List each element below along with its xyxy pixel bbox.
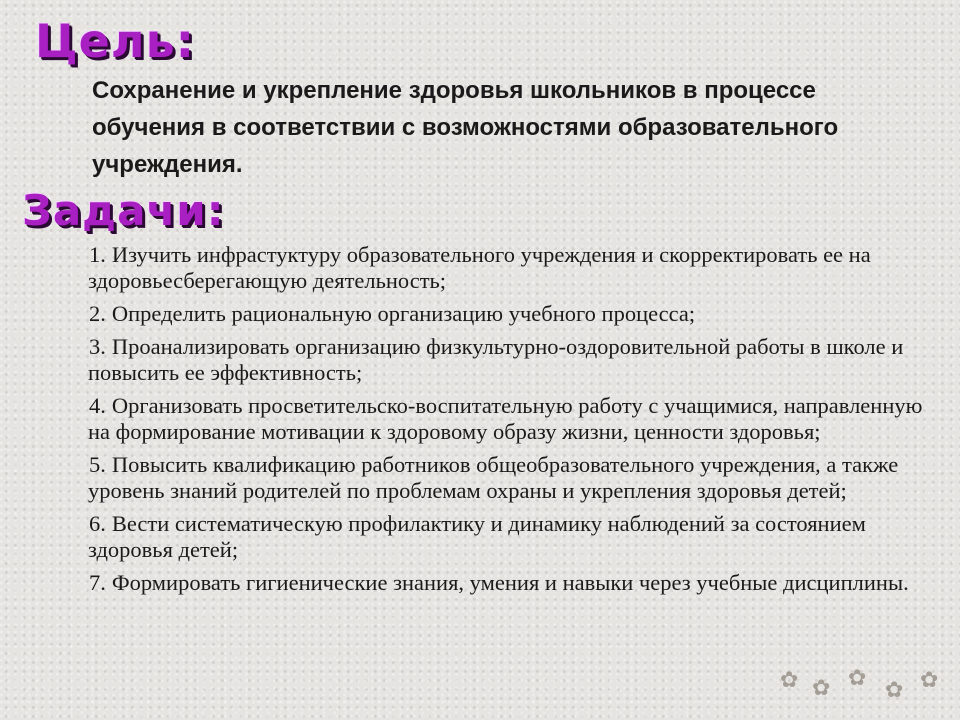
flower-icon: ✿ (848, 666, 867, 691)
task-item-6 (88, 511, 948, 563)
task-text: Вести систематическую профилактику и динамику наблюдений за состоянием здоровья детей; (88, 511, 866, 562)
task-number: 5. (89, 452, 106, 477)
task-text: Определить рациональную организацию учебного процесса; (111, 301, 696, 326)
task-item-7 (88, 570, 948, 596)
task-item-2 (88, 301, 948, 327)
flower-icon: ✿ (885, 678, 904, 703)
task-text: Изучить инфрастуктуру образовательного учреждения и скорректировать ее на здоровьесберегающую деятельность; (88, 242, 871, 293)
task-number: 6. (89, 511, 106, 536)
tasks-heading: Задачи: (22, 186, 225, 235)
task-item-3 (88, 334, 948, 386)
task-number: 2. (89, 301, 106, 326)
task-item-4 (88, 393, 948, 445)
task-text: Организовать просветительско-воспитательную работу с учащимися, направленную на формирование мотивации к здоровому образу жизни, ценности здоровья; (88, 393, 923, 444)
task-number: 3. (89, 334, 106, 359)
flower-icon: ✿ (780, 668, 799, 693)
goal-text: Сохранение и укрепление здоровья школьников в процессе обучения в соответствии с возможностями образовательного учреждения. (92, 77, 839, 178)
task-number: 7. (89, 570, 106, 595)
task-number: 4. (89, 393, 106, 418)
task-text: Повысить квалификацию работников общеобразовательного учреждения, а также уровень знаний родителей по проблемам охраны и укрепления здоровья детей; (88, 452, 899, 503)
flower-icon: ✿ (920, 668, 939, 693)
task-item-1 (88, 242, 948, 294)
task-item-5 (88, 452, 948, 504)
task-text: Проанализировать организацию физкультурно-оздоровительной работы в школе и повысить ее эффективность; (88, 334, 904, 385)
tasks-list (88, 242, 948, 603)
task-number: 1. (89, 242, 106, 267)
goal-heading: Цель: (35, 14, 196, 68)
flower-icon: ✿ (812, 676, 831, 701)
task-text: Формировать гигиенические знания, умения и навыки через учебные дисциплины. (111, 570, 909, 595)
